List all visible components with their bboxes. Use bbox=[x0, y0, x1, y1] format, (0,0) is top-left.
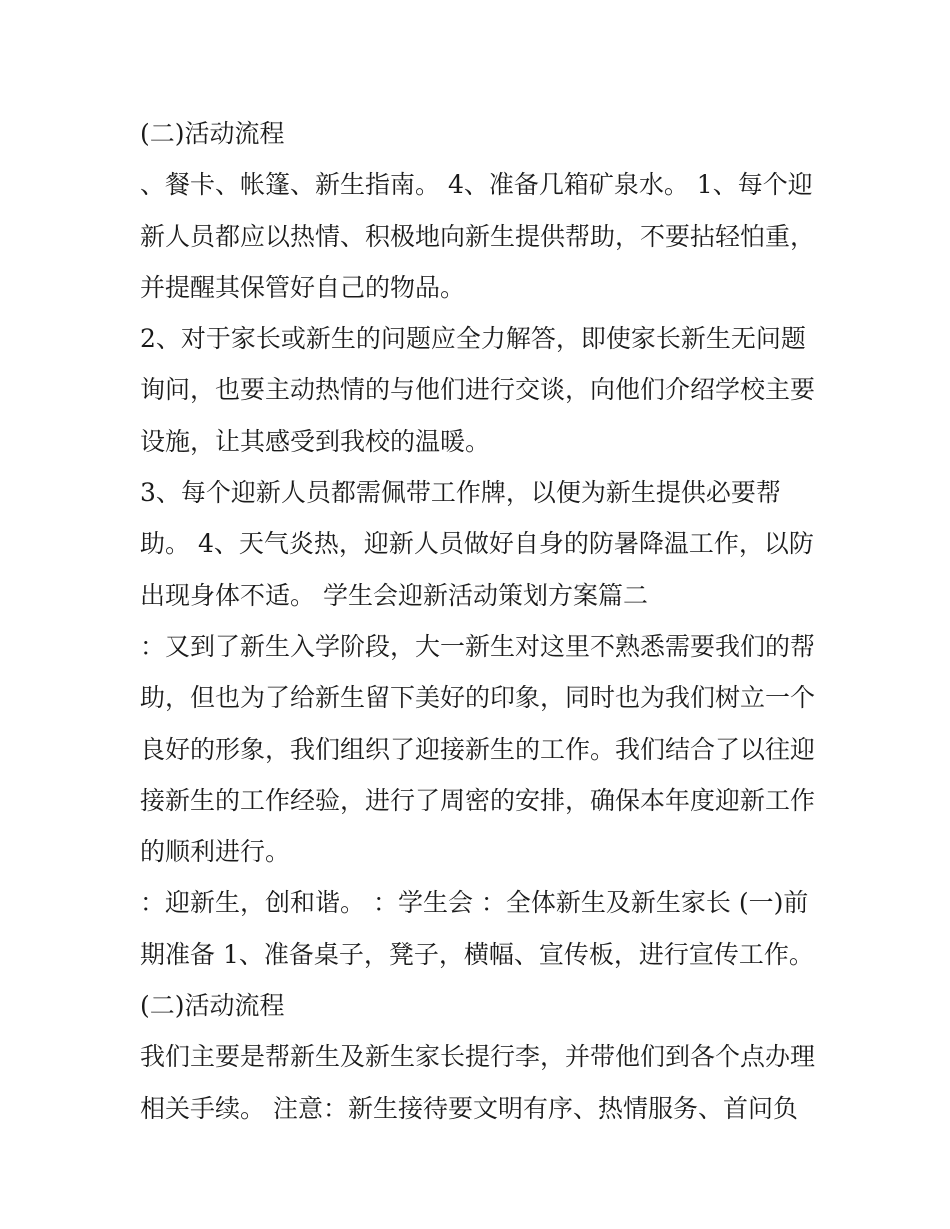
text-line: 出现身体不适。 学生会迎新活动策划方案篇二 bbox=[140, 580, 648, 610]
text-line: 助。 4、天气炎热，迎新人员做好自身的防暑降温工作，以防 bbox=[140, 529, 814, 559]
text-line: 询问，也要主动热情的与他们进行交谈，向他们介绍学校主要 bbox=[140, 375, 816, 405]
text-line: 良好的形象，我们组织了迎接新生的工作。我们结合了以往迎 bbox=[140, 734, 816, 764]
text-line: 相关手续。 注意：新生接待要文明有序、热情服务、首问负 bbox=[140, 1093, 798, 1123]
text-line: 设施，让其感受到我校的温暖。 bbox=[140, 426, 491, 456]
document-body bbox=[140, 108, 830, 1134]
text-line: 、餐卡、帐篷、新生指南。 4、准备几箱矿泉水。 1、每个迎 bbox=[140, 170, 813, 200]
text-line: ：又到了新生入学阶段，大一新生对这里不熟悉需要我们的帮 bbox=[140, 631, 816, 661]
text-line: 助，但也为了给新生留下美好的印象，同时也为我们树立一个 bbox=[140, 683, 816, 713]
text-line: 2、对于家长或新生的问题应全力解答，即使家长新生无问题 bbox=[140, 324, 806, 354]
text-line: ：迎新生，创和谐。 ：学生会 ：全体新生及新生家长 (一)前 bbox=[140, 888, 809, 918]
text-line: 新人员都应以热情、积极地向新生提供帮助，不要拈轻怕重， bbox=[140, 221, 816, 251]
text-line: 的顺利进行。 bbox=[140, 837, 291, 867]
text-line: (二)活动流程 bbox=[140, 119, 285, 148]
text-line: 期准备 1、准备桌子，凳子，横幅、宣传板，进行宣传工作。 bbox=[140, 939, 814, 969]
text-line: 3、每个迎新人员都需佩带工作牌，以便为新生提供必要帮 bbox=[140, 478, 781, 508]
text-line: (二)活动流程 bbox=[140, 991, 285, 1021]
text-line: 接新生的工作经验，进行了周密的安排，确保本年度迎新工作 bbox=[140, 785, 816, 815]
text-line: 并提醒其保管好自己的物品。 bbox=[140, 272, 466, 302]
text-line: 我们主要是帮新生及新生家长提行李，并带他们到各个点办理 bbox=[140, 1042, 816, 1072]
